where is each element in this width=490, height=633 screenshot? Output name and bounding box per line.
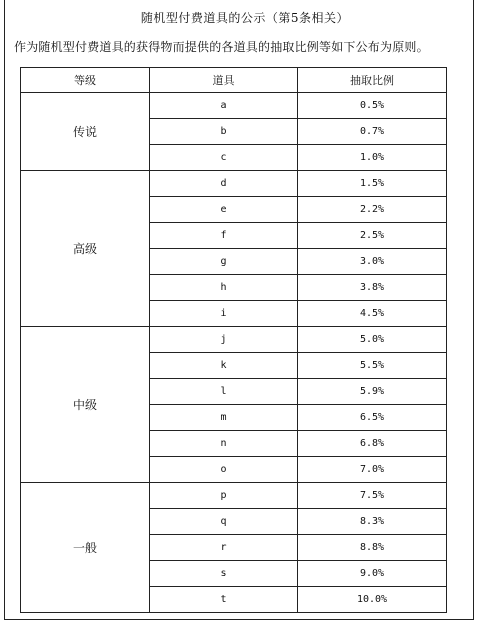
item-cell: i (150, 301, 298, 327)
tier-cell: 中级 (21, 327, 150, 483)
rate-cell: 7.5% (298, 483, 447, 509)
item-cell: g (150, 249, 298, 275)
item-cell: j (150, 327, 298, 353)
item-cell: e (150, 197, 298, 223)
rate-cell: 9.0% (298, 561, 447, 587)
item-cell: m (150, 405, 298, 431)
item-cell: h (150, 275, 298, 301)
item-cell: n (150, 431, 298, 457)
item-cell: a (150, 93, 298, 119)
rate-cell: 0.5% (298, 93, 447, 119)
rate-cell: 3.0% (298, 249, 447, 275)
rate-cell: 8.3% (298, 509, 447, 535)
rate-cell: 5.5% (298, 353, 447, 379)
rate-cell: 6.5% (298, 405, 447, 431)
table-row (21, 327, 447, 353)
tier-cell: 高级 (21, 171, 150, 327)
tier-cell: 一般 (21, 483, 150, 613)
table-header-row (21, 68, 447, 93)
header-rate: 抽取比例 (298, 68, 447, 93)
drop-rate-table (20, 67, 447, 613)
item-cell: s (150, 561, 298, 587)
header-item: 道具 (150, 68, 298, 93)
rate-cell: 6.8% (298, 431, 447, 457)
table-row (21, 171, 447, 197)
rate-cell: 3.8% (298, 275, 447, 301)
item-cell: r (150, 535, 298, 561)
tier-cell: 传说 (21, 93, 150, 171)
document-title: 随机型付费道具的公示（第5条相关） (140, 11, 350, 25)
table-row (21, 483, 447, 509)
item-cell: t (150, 587, 298, 613)
rate-cell: 4.5% (298, 301, 447, 327)
rate-cell: 2.5% (298, 223, 447, 249)
rate-cell: 8.8% (298, 535, 447, 561)
item-cell: k (150, 353, 298, 379)
rate-cell: 7.0% (298, 457, 447, 483)
intro-paragraph: 作为随机型付费道具的获得物而提供的各道具的抽取比例等如下公布为原则。 (14, 40, 429, 54)
item-cell: d (150, 171, 298, 197)
item-cell: q (150, 509, 298, 535)
rate-cell: 0.7% (298, 119, 447, 145)
rate-cell: 2.2% (298, 197, 447, 223)
item-cell: f (150, 223, 298, 249)
rate-cell: 1.5% (298, 171, 447, 197)
table-body (21, 93, 447, 613)
item-cell: c (150, 145, 298, 171)
rate-cell: 5.9% (298, 379, 447, 405)
item-cell: p (150, 483, 298, 509)
item-cell: b (150, 119, 298, 145)
table-row (21, 93, 447, 119)
rate-cell: 1.0% (298, 145, 447, 171)
rate-cell: 10.0% (298, 587, 447, 613)
item-cell: o (150, 457, 298, 483)
rate-cell: 5.0% (298, 327, 447, 353)
item-cell: l (150, 379, 298, 405)
header-tier: 等级 (21, 68, 150, 93)
